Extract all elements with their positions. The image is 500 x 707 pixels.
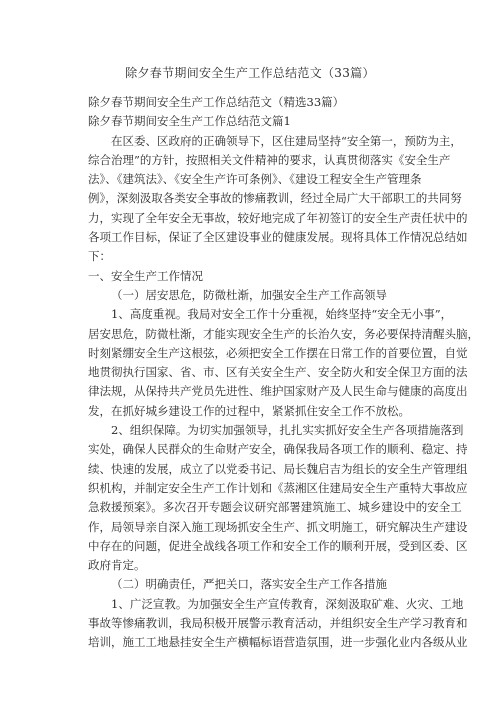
document-title: 除夕春节期间安全生产工作总结范文（33篇） xyxy=(125,66,375,80)
paragraph-line: 1、广泛宣教。为加强安全生产宣传教育，深刻汲取矿难、火灾、工地 xyxy=(111,596,464,611)
article-heading: 除夕春节期间安全生产工作总结范文篇1 xyxy=(88,114,291,129)
paragraph-line: 实处，确保人民群众的生命财产安全，确保我局各项工作的顺利、稳定、持 xyxy=(88,442,468,457)
paragraph-line: 1、高度重视。我局对安全工作十分重视，始终坚持“安全无小事”， xyxy=(111,307,453,322)
paragraph-line: 2、组织保障。为切实加强领导，扎扎实实抓好安全生产各项措施落到 xyxy=(111,423,464,438)
paragraph-line: 在区委、区政府的正确领导下，区住建局坚持“安全第一，预防为主， xyxy=(111,133,462,148)
document-body xyxy=(88,93,479,653)
paragraph-line: 各项工作目标，保证了全区建设事业的健康发展。现将具体工作情况总结如 xyxy=(88,230,468,245)
paragraph-line: 居安思危，防微杜渐，才能实现安全生产的长治久安，务必要保持清醒头脑， xyxy=(88,326,479,341)
paragraph-line: 例》，深刻汲取各类安全事故的惨痛教训，经过全局广大干部职工的共同努 xyxy=(88,191,462,206)
paragraph-line: 中存在的问题，促进全战线各项工作和安全工作的顺利开展，受到区委、区 xyxy=(88,538,468,553)
document-subtitle: 除夕春节期间安全生产工作总结范文（精选33篇） xyxy=(88,95,345,109)
paragraph-line: 力，实现了全年安全无事故，较好地完成了年初签订的安全生产责任状中的 xyxy=(88,210,468,225)
paragraph-line: 律法规，从保持共产党员先进性、维护国家财产及人民生命与健康的高度出 xyxy=(88,384,468,399)
paragraph-line: 地贯彻执行国家、省、市、区有关安全生产、安全防火和安全保卫方面的法 xyxy=(88,365,468,380)
paragraph-line: 法》、《建筑法》、《安全生产许可条例》、《建设工程安全生产管理条 xyxy=(88,172,422,187)
paragraph-line: 续、快速的发展，成立了以党委书记、局长魏启吉为组长的安全生产管理组 xyxy=(88,461,468,476)
subsection-heading: （二）明确责任，严把关口，落实安全生产工作各措施 xyxy=(111,577,387,592)
paragraph-line: 政府肯定。 xyxy=(88,558,146,573)
paragraph-line: 综合治理”的方针，按照相关文件精神的要求，认真贯彻落实《安全生产 xyxy=(88,152,451,167)
section-heading: 一、安全生产工作情况 xyxy=(88,268,203,283)
paragraph-line: 下： xyxy=(88,249,111,264)
paragraph-line: 事故等惨痛教训，我局积极开展警示教育活动，并组织安全生产学习教育和 xyxy=(88,616,468,631)
paragraph-line: 培训，施工工地悬挂安全生产横幅标语营造氛围，进一步强化业内各级从业 xyxy=(88,635,468,650)
paragraph-line: 作，局领导亲自深入施工现场抓安全生产、抓文明施工，研究解决生产建设 xyxy=(88,519,468,534)
paragraph-line: 织机构，并制定安全生产工作计划和《蒸湘区住建局安全生产重特大事故应 xyxy=(88,480,468,495)
subsection-heading: （一）居安思危，防微杜渐，加强安全生产工作高领导 xyxy=(111,287,387,302)
paragraph-line: 时刻紧绷安全生产这根弦，必须把安全工作摆在日常工作的首要位置，自觉 xyxy=(88,345,468,360)
paragraph-line: 发，在抓好城乡建设工作的过程中，紧紧抓住安全工作不放松。 xyxy=(88,403,410,418)
paragraph-line: 急救援预案》。多次召开专题会议研究部署建筑施工、城乡建设中的安全工 xyxy=(88,500,462,515)
